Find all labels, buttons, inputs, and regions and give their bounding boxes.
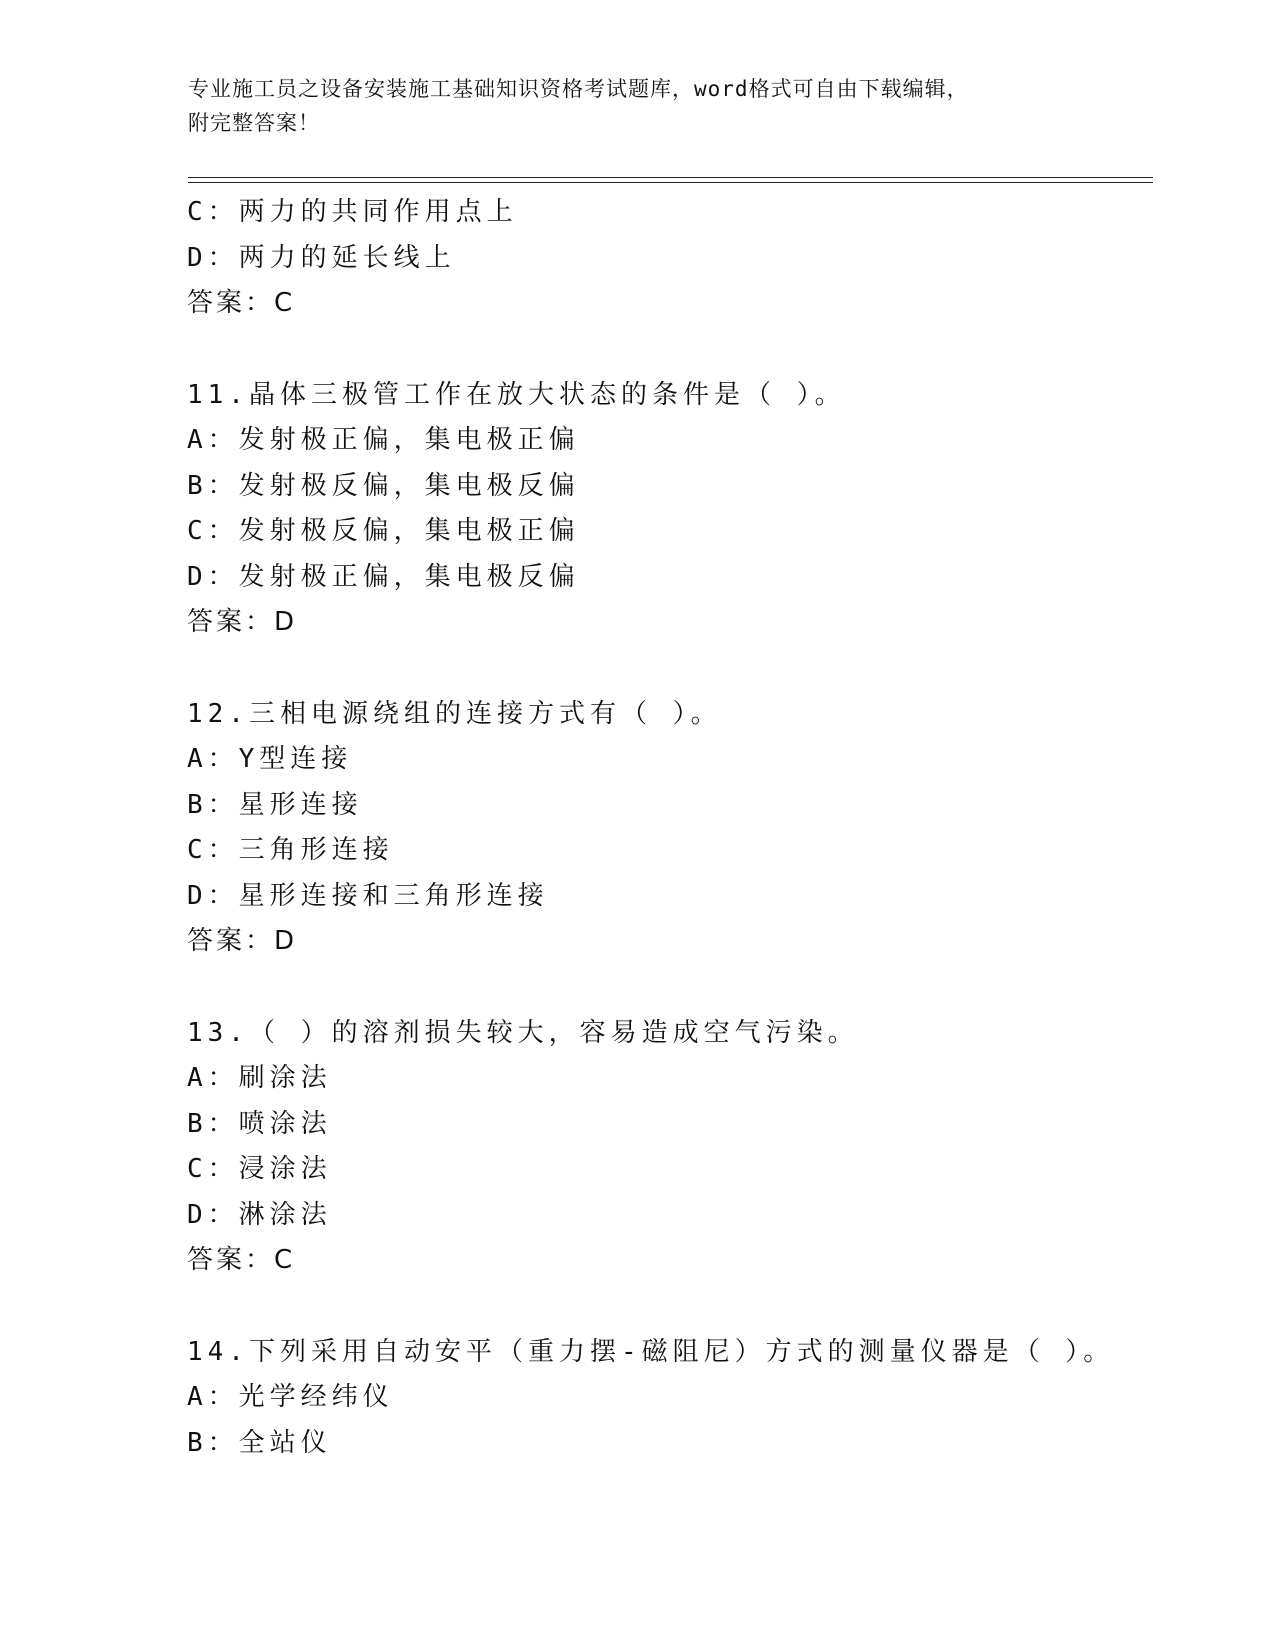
option-b: B：星形连接 <box>187 789 363 820</box>
question-10-continued <box>187 190 1147 327</box>
spacer <box>187 327 1147 373</box>
answer-line: 答案：D <box>187 926 298 956</box>
option-c: C：浸涂法 <box>187 1154 332 1184</box>
option-d: D：发射极正偏，集电极反偏 <box>187 561 580 592</box>
header-divider-top <box>188 177 1153 178</box>
option-d: D：星形连接和三角形连接 <box>187 880 549 911</box>
question-stem: 13.（ ）的溶剂损失较大，容易造成空气污染。 <box>187 1017 859 1048</box>
spacer <box>187 1284 1147 1330</box>
header-line-1: 专业施工员之设备安装施工基础知识资格考试题库，word格式可自由下载编辑， <box>188 77 969 101</box>
question-stem: 11.晶体三极管工作在放大状态的条件是（ ）。 <box>187 379 846 410</box>
option-d: D：淋涂法 <box>187 1199 332 1230</box>
option-c: C：发射极反偏，集电极正偏 <box>187 516 580 546</box>
answer-line: 答案：D <box>187 607 298 637</box>
question-list <box>187 190 1147 1466</box>
option-c: C：两力的共同作用点上 <box>187 197 518 227</box>
option-a: A：Y型连接 <box>187 744 353 774</box>
question-stem: 14.下列采用自动安平（重力摆-磁阻尼）方式的测量仪器是（ ）。 <box>187 1336 1115 1367</box>
option-a: A：光学经纬仪 <box>187 1382 394 1412</box>
option-b: B：全站仪 <box>187 1427 332 1458</box>
header-line-2: 附完整答案！ <box>188 111 320 135</box>
question-12 <box>187 692 1147 965</box>
question-13 <box>187 1011 1147 1284</box>
option-a: A：发射极正偏，集电极正偏 <box>187 425 580 455</box>
option-b: B：发射极反偏，集电极反偏 <box>187 470 580 501</box>
document-header <box>188 72 1088 140</box>
answer-line: 答案：C <box>187 288 296 318</box>
option-b: B：喷涂法 <box>187 1108 332 1139</box>
option-d: D：两力的延长线上 <box>187 242 456 273</box>
spacer <box>187 646 1147 692</box>
header-divider-bottom <box>188 182 1153 183</box>
option-a: A：刷涂法 <box>187 1063 332 1093</box>
question-stem: 12.三相电源绕组的连接方式有（ ）。 <box>187 698 722 729</box>
spacer <box>187 965 1147 1011</box>
option-c: C：三角形连接 <box>187 835 394 865</box>
answer-line: 答案：C <box>187 1245 296 1275</box>
question-14 <box>187 1330 1147 1467</box>
question-11 <box>187 373 1147 646</box>
